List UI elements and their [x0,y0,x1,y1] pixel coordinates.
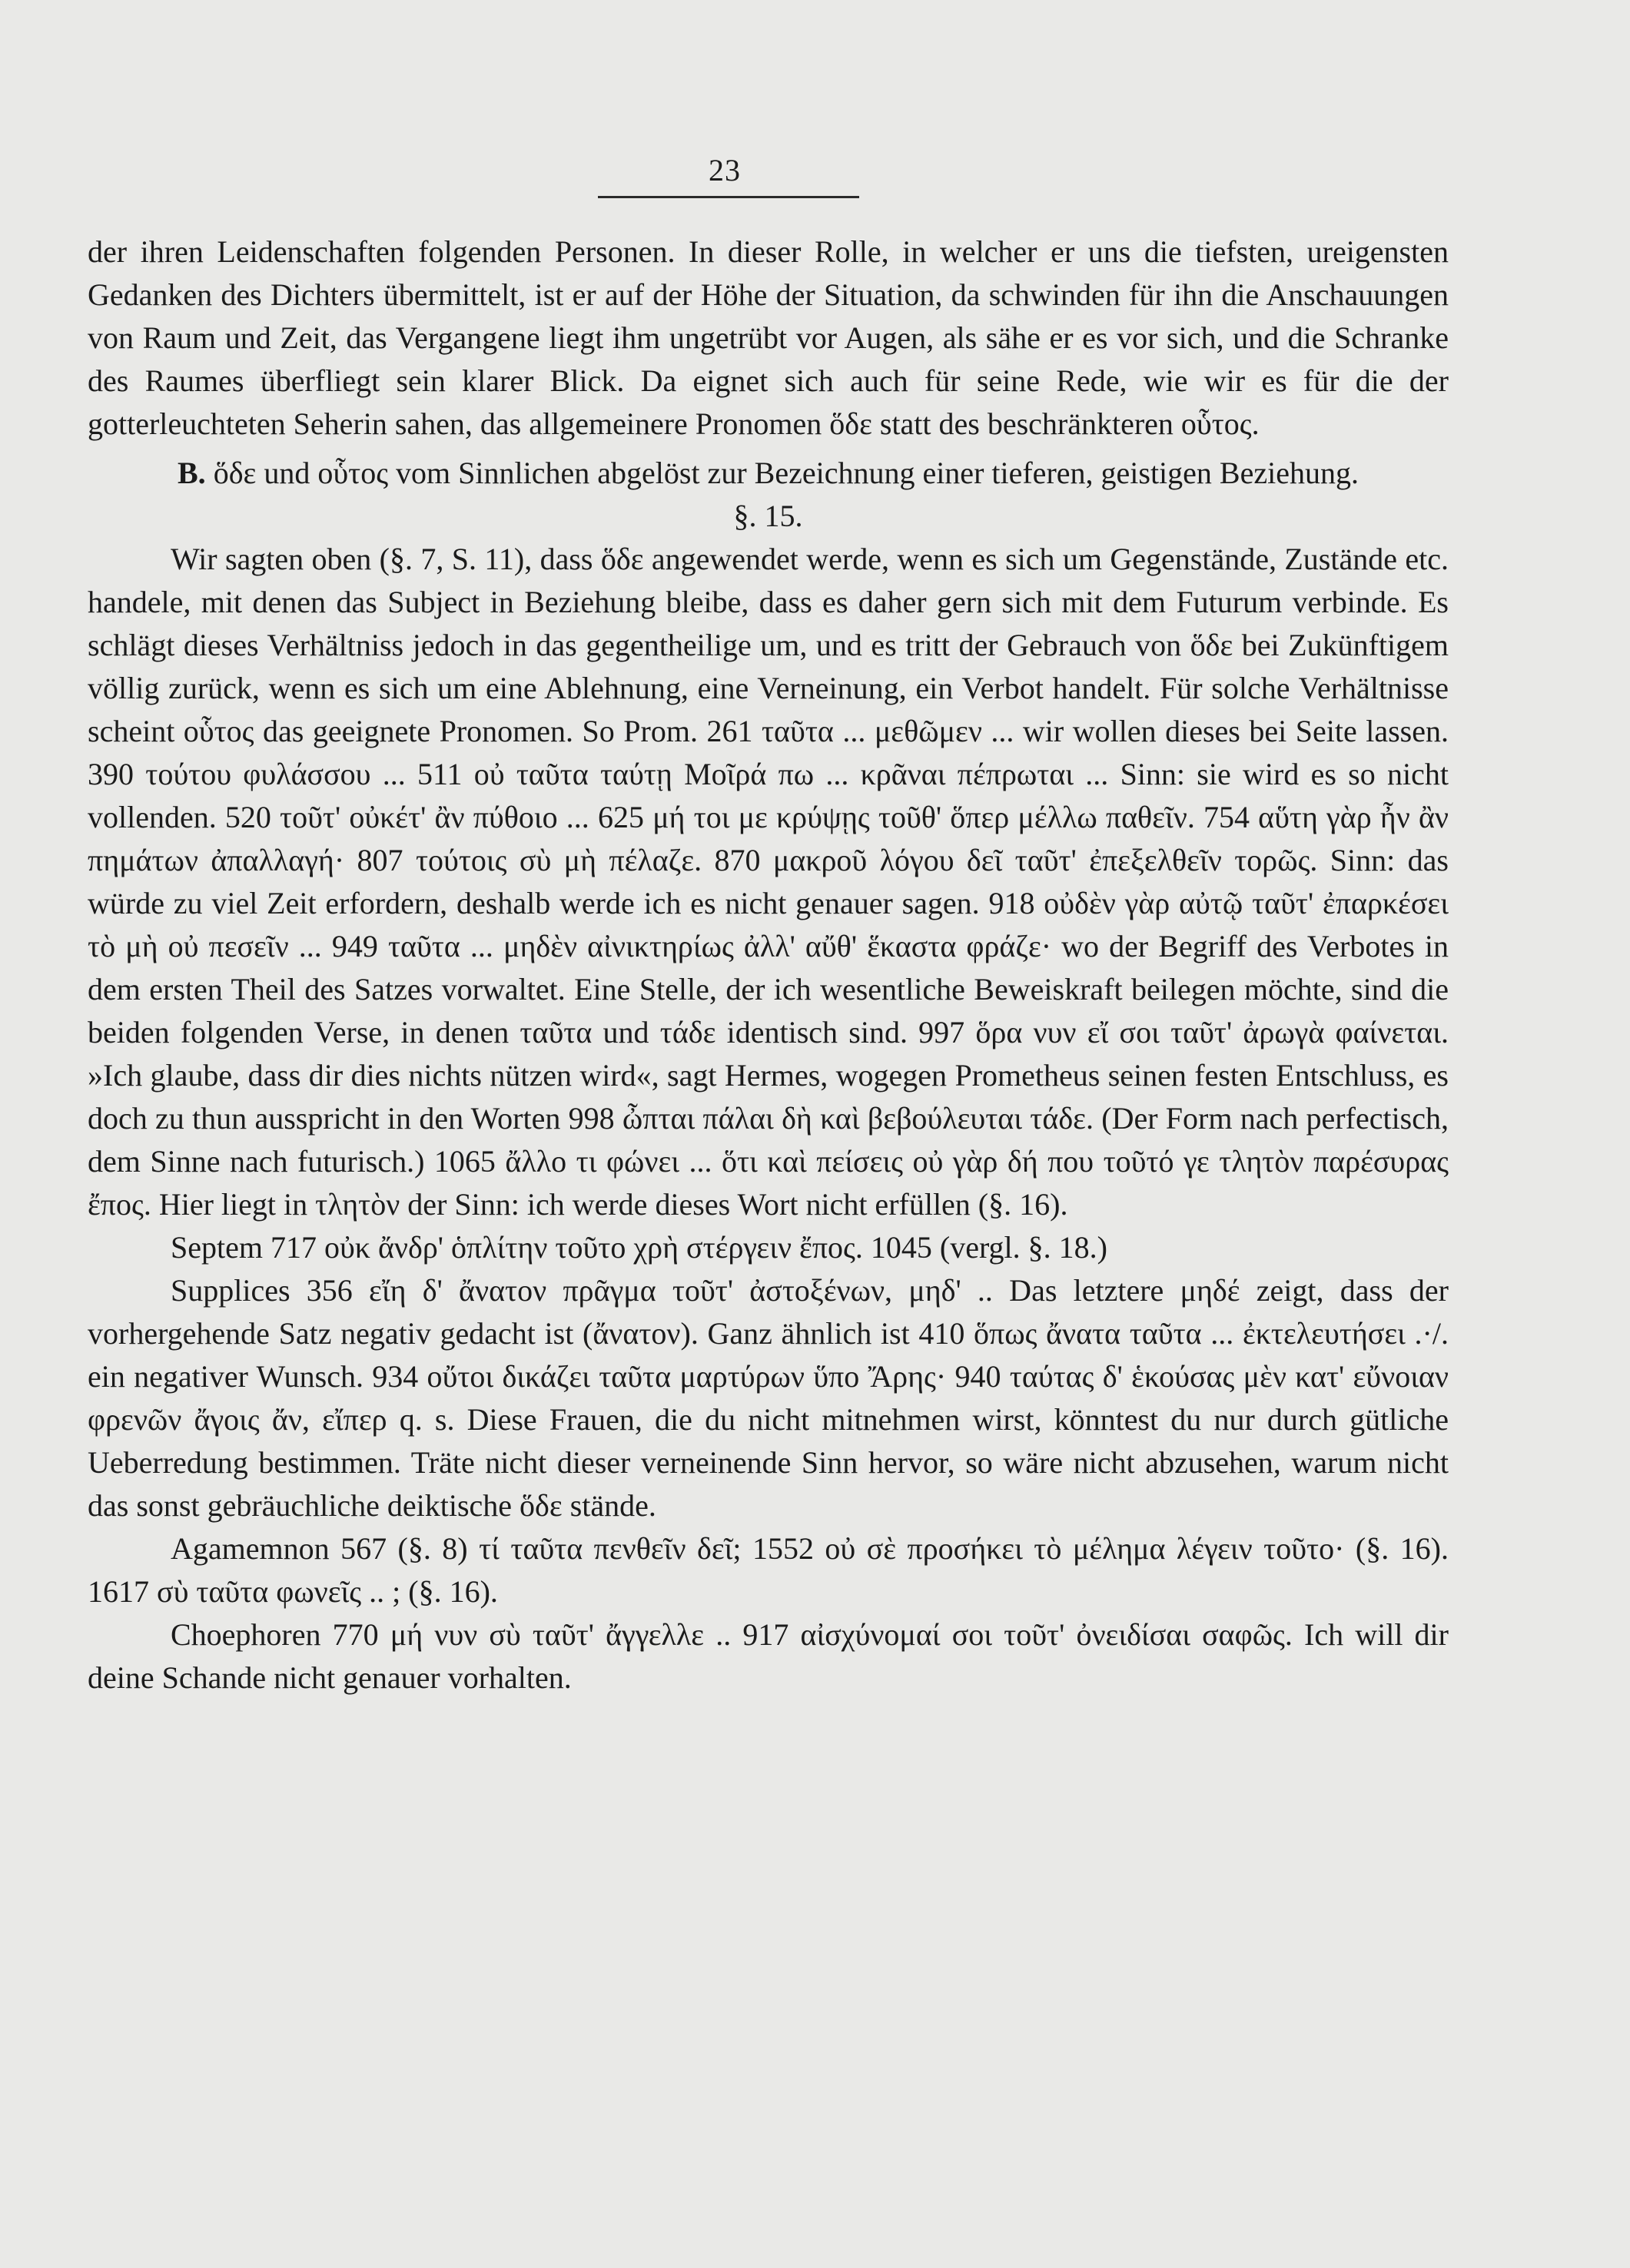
paragraph-septem: Septem 717 οὐκ ἄνδρ' ὁπλίτην τοῦτο χρὴ στέργειν ἔπος. 1045 (vergl. §. 18.) [171,1230,1107,1265]
paragraph-agamemnon: Agamemnon 567 (§. 8) τί ταῦτα πενθεῖν δεῖ; 1552 οὐ σὲ προσήκει τὸ μέλημα λέγειν τοῦτο· (§. 16). 1617 σὺ ταῦτα φωνεῖς .. ; (§. 16). [88,1531,1449,1609]
section-heading-letter: B. [178,456,206,490]
section-heading [88,452,1449,495]
page-number: 23 [709,153,741,187]
paragraph-continuation: der ihren Leidenschaften folgenden Personen. In dieser Rolle, in welcher er uns die tiefsten, ureigensten Gedanken des Dichters übermittelt, ist er auf der Höhe der Situation, da schwinden für ihn die Anschauungen von Raum und Zeit, das Vergangene liegt ihm ungetrübt vor Augen, als sähe er es vor sich, und die Schranke des Raumes überfliegt sein klarer Blick. Da eignet sich auch für seine Rede, wie wir es für die der gotterleuchteten Seherin sahen, das allgemeinere Pronomen ὅδε statt des beschränkteren οὗτος. [88,234,1449,441]
section-mark: §. 15. [733,499,803,533]
body-text [88,230,1449,1699]
section-heading-text: ὅδε und οὗτος vom Sinnlichen abgelöst zur Bezeichnung einer tieferen, geistigen Beziehung. [213,456,1359,490]
paragraph-choephoren: Choephoren 770 μή νυν σὺ ταῦτ' ἄγγελλε .. 917 αἰσχύνομαί σοι τοῦτ' ὀνειδίσαι σαφῶς. Ich will dir deine Schande nicht genauer vorhalten. [88,1617,1449,1695]
paragraph-supplices: Supplices 356 εἴη δ' ἄνατον πρᾶγμα τοῦτ' ἀστοξένων, μηδ' .. Das letztere μηδέ zeigt, dass der vorhergehende Satz negativ gedacht ist (ἄνατον). Ganz ähnlich ist 410 ὅπως ἄνατα ταῦτα ... ἐκτελευτήσει .·/. ein negativer Wunsch. 934 οὔτοι δικάζει ταῦτα μαρτύρων ὕπο Ἄρης· 940 ταύτας δ' ἑκούσας μὲν κατ' εὔνοιαν φρενῶν ἄγοις ἄν, εἴπερ q. s. Diese Frauen, die du nicht mitnehmen wirst, könntest du nur durch gütliche Ueberredung bestimmen. Träte nicht dieser verneinende Sinn hervor, so wäre nicht abzusehen, warum nicht das sonst gebräuchliche deiktische ὅδε stände. [88,1273,1449,1523]
paragraph-main: Wir sagten oben (§. 7, S. 11), dass ὅδε angewendet werde, wenn es sich um Gegenstände, Zustände etc. handele, mit denen das Subject in Beziehung bleibe, dass es daher gern sich mit dem Futurum verbinde. Es schlägt dieses Verhältniss jedoch in das gegentheilige um, und es tritt der Gebrauch von ὅδε bei Zukünftigem völlig zurück, wenn es sich um eine Ablehnung, eine Verneinung, ein Verbot handelt. Für solche Verhältnisse scheint οὗτος das geeignete Pronomen. So Prom. 261 ταῦτα ... μεθῶμεν ... wir wollen dieses bei Seite lassen. 390 τούτου φυλάσσου ... 511 οὐ ταῦτα ταύτῃ Μοῖρά πω ... κρᾶναι πέπρωται ... Sinn: sie wird es so nicht vollenden. 520 τοῦτ' οὐκέτ' ἂν πύθοιο ... 625 μή τοι με κρύψῃς τοῦθ' ὅπερ μέλλω παθεῖν. 754 αὕτη γὰρ ἦν ἂν πημάτων ἀπαλλαγή· 807 τούτοις σὺ μὴ πέλαζε. 870 μακροῦ λόγου δεῖ ταῦτ' ἐπεξελθεῖν τορῶς. Sinn: das würde zu viel Zeit erfordern, deshalb werde ich es nicht genauer sagen. 918 οὐδὲν γὰρ αὐτῷ ταῦτ' ἐπαρκέσει τὸ μὴ οὐ πεσεῖν ... 949 ταῦτα ... μηδὲν αἰνικτηρίως ἀλλ' αὔθ' ἕκαστα φράζε· wo der Begriff des Verbotes in dem ersten Theil des Satzes vorwaltet. Eine Stelle, der ich wesentliche Beweiskraft beilegen möchte, sind die beiden folgenden Verse, in denen ταῦτα und τάδε identisch sind. 997 ὅρα νυν εἴ σοι ταῦτ' ἀρωγὰ φαίνεται. »Ich glaube, dass dir dies nichts nützen wird«, sagt Hermes, wogegen Prometheus seinen festen Entschluss, es doch zu thun ausspricht in den Worten 998 ὦπται πάλαι δὴ καὶ βεβούλευται τάδε. (Der Form nach perfectisch, dem Sinne nach futurisch.) 1065 ἄλλο τι φώνει ... ὅτι καὶ πείσεις οὐ γὰρ δή που τοῦτό γε τλητὸν παρέσυρας ἔπος. Hier liegt in τλητὸν der Sinn: ich werde dieses Wort nicht erfüllen (§. 16). [88,542,1449,1222]
header-rule [598,196,859,198]
